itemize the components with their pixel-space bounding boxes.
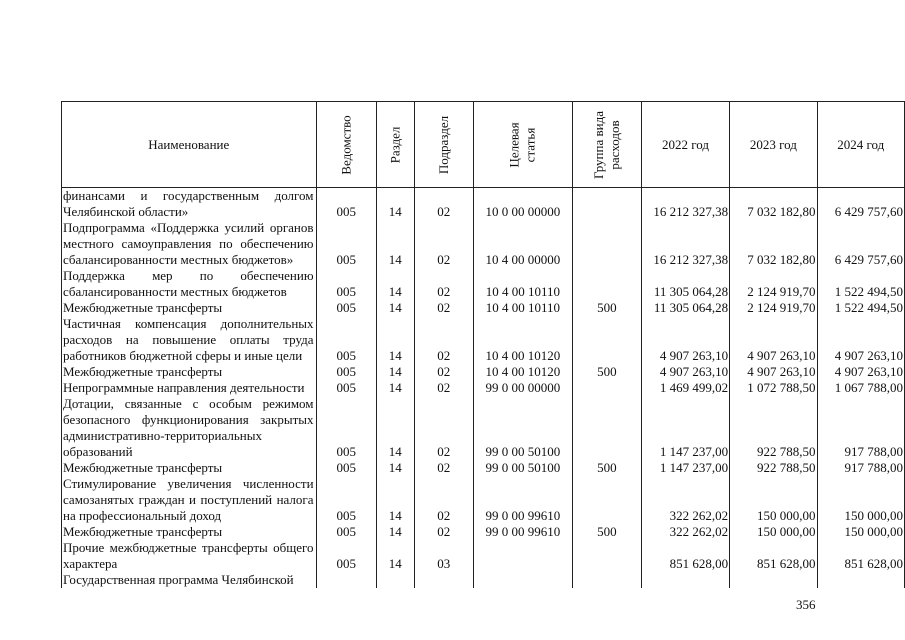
table-row <box>62 316 905 364</box>
row-2022: 4 907 263,10 <box>641 316 729 364</box>
row-name: Межбюджетные трансферты <box>62 460 317 476</box>
row-subsection: 02 <box>414 188 473 221</box>
row-2022: 4 907 263,10 <box>641 364 729 380</box>
row-2022 <box>641 572 729 588</box>
row-target: 10 4 00 10110 <box>473 268 572 300</box>
row-name: Частичная компенсация дополнительных расходов на повышение оплаты труда работников бюджетной сферы и иные цели <box>62 316 317 364</box>
row-dept: 005 <box>316 220 376 268</box>
page-number: 356 <box>796 597 816 612</box>
row-2023: 7 032 182,80 <box>730 220 817 268</box>
row-section: 14 <box>376 300 414 316</box>
row-subsection: 02 <box>414 460 473 476</box>
row-target: 99 0 00 99610 <box>473 476 572 524</box>
row-dept: 005 <box>316 268 376 300</box>
row-dept: 005 <box>316 188 376 221</box>
row-dept: 005 <box>316 396 376 460</box>
header-target: Целевая статья <box>473 102 572 188</box>
row-section: 14 <box>376 460 414 476</box>
row-target: 99 0 00 50100 <box>473 396 572 460</box>
row-dept: 005 <box>316 460 376 476</box>
row-subsection: 02 <box>414 380 473 396</box>
row-2023: 2 124 919,70 <box>730 300 817 316</box>
row-2022: 16 212 327,38 <box>641 220 729 268</box>
row-target: 10 0 00 00000 <box>473 188 572 221</box>
row-name: Межбюджетные трансферты <box>62 300 317 316</box>
row-name: Стимулирование увеличения численности самозанятых граждан и поступлений налога на профессиональный доход <box>62 476 317 524</box>
row-2023: 150 000,00 <box>730 476 817 524</box>
row-target: 10 4 00 10110 <box>473 300 572 316</box>
row-name: Дотации, связанные с особым режимом безопасного функционирования закрытых административно-территориальных образований <box>62 396 317 460</box>
row-exp-group <box>572 268 641 300</box>
table-row <box>62 524 905 540</box>
row-2023: 4 907 263,10 <box>730 316 817 364</box>
row-2022: 322 262,02 <box>641 524 729 540</box>
row-section: 14 <box>376 268 414 300</box>
row-name: Подпрограмма «Поддержка усилий органов местного самоуправления по обеспечению сбалансированности местных бюджетов» <box>62 220 317 268</box>
row-subsection: 03 <box>414 540 473 572</box>
row-name: Межбюджетные трансферты <box>62 524 317 540</box>
row-section: 14 <box>376 188 414 221</box>
row-name: Поддержка мер по обеспечению сбалансированности местных бюджетов <box>62 268 317 300</box>
budget-table <box>61 101 905 588</box>
row-target: 10 4 00 10120 <box>473 364 572 380</box>
row-subsection: 02 <box>414 268 473 300</box>
row-dept: 005 <box>316 364 376 380</box>
table-row <box>62 188 905 221</box>
row-target <box>473 540 572 572</box>
header-section: Раздел <box>376 102 414 188</box>
row-2022: 322 262,02 <box>641 476 729 524</box>
header-subsection: Подраздел <box>414 102 473 188</box>
row-2022: 851 628,00 <box>641 540 729 572</box>
row-exp-group: 500 <box>572 300 641 316</box>
row-2023: 150 000,00 <box>730 524 817 540</box>
table-header-row <box>62 102 905 188</box>
row-dept: 005 <box>316 476 376 524</box>
row-name: Непрограммные направления деятельности <box>62 380 317 396</box>
row-2022: 11 305 064,28 <box>641 300 729 316</box>
row-exp-group <box>572 540 641 572</box>
row-dept <box>316 572 376 588</box>
row-target: 99 0 00 50100 <box>473 460 572 476</box>
budget-table-container <box>61 101 905 588</box>
row-2024: 6 429 757,60 <box>817 188 904 221</box>
row-dept: 005 <box>316 316 376 364</box>
table-row <box>62 220 905 268</box>
row-exp-group <box>572 396 641 460</box>
row-target: 99 0 00 00000 <box>473 380 572 396</box>
row-2022: 1 469 499,02 <box>641 380 729 396</box>
row-section: 14 <box>376 540 414 572</box>
row-section: 14 <box>376 396 414 460</box>
table-row <box>62 268 905 300</box>
row-2024: 4 907 263,10 <box>817 364 904 380</box>
row-subsection: 02 <box>414 396 473 460</box>
row-2023: 922 788,50 <box>730 460 817 476</box>
row-subsection: 02 <box>414 364 473 380</box>
row-2023 <box>730 572 817 588</box>
row-exp-group: 500 <box>572 524 641 540</box>
row-exp-group <box>572 188 641 221</box>
header-2024: 2024 год <box>817 102 904 188</box>
row-subsection: 02 <box>414 316 473 364</box>
row-exp-group: 500 <box>572 364 641 380</box>
row-section: 14 <box>376 524 414 540</box>
row-subsection: 02 <box>414 524 473 540</box>
row-target: 10 4 00 00000 <box>473 220 572 268</box>
row-exp-group <box>572 380 641 396</box>
header-name: Наименование <box>62 102 317 188</box>
row-section: 14 <box>376 380 414 396</box>
row-2024 <box>817 572 904 588</box>
row-2022: 16 212 327,38 <box>641 188 729 221</box>
row-exp-group <box>572 572 641 588</box>
table-row <box>62 476 905 524</box>
row-section: 14 <box>376 316 414 364</box>
row-subsection: 02 <box>414 300 473 316</box>
table-row <box>62 396 905 460</box>
row-2024: 917 788,00 <box>817 460 904 476</box>
row-2023: 851 628,00 <box>730 540 817 572</box>
row-2023: 1 072 788,50 <box>730 380 817 396</box>
row-name: финансами и государственным долгом Челябинской области» <box>62 188 317 221</box>
row-dept: 005 <box>316 300 376 316</box>
row-2022: 1 147 237,00 <box>641 460 729 476</box>
row-name: Прочие межбюджетные трансферты общего характера <box>62 540 317 572</box>
row-subsection: 02 <box>414 476 473 524</box>
row-dept: 005 <box>316 524 376 540</box>
table-row <box>62 364 905 380</box>
row-name: Межбюджетные трансферты <box>62 364 317 380</box>
row-2024: 4 907 263,10 <box>817 316 904 364</box>
row-exp-group <box>572 476 641 524</box>
row-2023: 4 907 263,10 <box>730 364 817 380</box>
row-dept: 005 <box>316 380 376 396</box>
row-subsection <box>414 572 473 588</box>
row-2023: 7 032 182,80 <box>730 188 817 221</box>
row-2023: 922 788,50 <box>730 396 817 460</box>
table-row <box>62 380 905 396</box>
header-dept: Ведомство <box>316 102 376 188</box>
row-2022: 11 305 064,28 <box>641 268 729 300</box>
row-section: 14 <box>376 220 414 268</box>
row-2024: 917 788,00 <box>817 396 904 460</box>
table-row <box>62 300 905 316</box>
row-subsection: 02 <box>414 220 473 268</box>
row-target: 99 0 00 99610 <box>473 524 572 540</box>
header-2022: 2022 год <box>641 102 729 188</box>
header-exp-group: Группа вида расходов <box>572 102 641 188</box>
row-exp-group <box>572 220 641 268</box>
row-exp-group: 500 <box>572 460 641 476</box>
row-section <box>376 572 414 588</box>
row-2023: 2 124 919,70 <box>730 268 817 300</box>
row-dept: 005 <box>316 540 376 572</box>
row-name: Государственная программа Челябинской <box>62 572 317 588</box>
row-2024: 6 429 757,60 <box>817 220 904 268</box>
table-row <box>62 460 905 476</box>
row-target: 10 4 00 10120 <box>473 316 572 364</box>
row-2022: 1 147 237,00 <box>641 396 729 460</box>
row-2024: 150 000,00 <box>817 524 904 540</box>
row-2024: 1 522 494,50 <box>817 300 904 316</box>
row-2024: 1 522 494,50 <box>817 268 904 300</box>
table-row <box>62 572 905 588</box>
row-exp-group <box>572 316 641 364</box>
row-section: 14 <box>376 364 414 380</box>
header-2023: 2023 год <box>730 102 817 188</box>
row-2024: 1 067 788,00 <box>817 380 904 396</box>
table-body <box>62 188 905 589</box>
table-row <box>62 540 905 572</box>
row-section: 14 <box>376 476 414 524</box>
row-2024: 150 000,00 <box>817 476 904 524</box>
row-target <box>473 572 572 588</box>
row-2024: 851 628,00 <box>817 540 904 572</box>
